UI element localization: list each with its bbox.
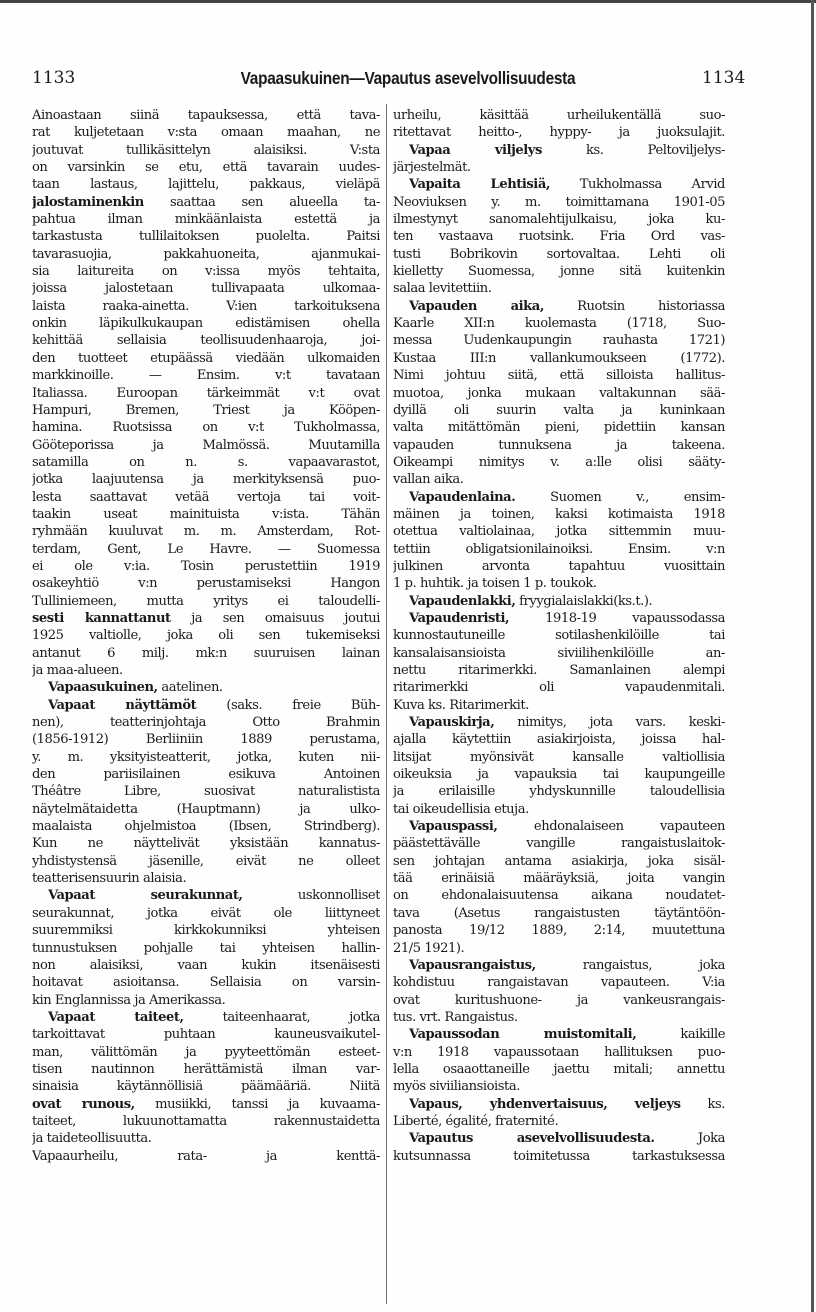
text-line: ilmestynyt sanomalehtijulkaisu, joka ku- bbox=[393, 212, 725, 228]
text-line: 1925 valtiolle, joka oli sen tukemiseksi bbox=[32, 628, 380, 644]
text-line: Vapauspassi, ehdonalaiseen vapauteen bbox=[409, 819, 725, 835]
text-line: ja maa-alueen. bbox=[32, 663, 123, 678]
text-line: on varsinkin se etu, että tavarain uudes- bbox=[32, 160, 380, 176]
running-title: Vapaasukuinen—Vapautus asevelvollisuudesta bbox=[240, 68, 576, 88]
text-line: myös siviiliansioista. bbox=[393, 1079, 520, 1095]
text-line: kohdistuu rangaistavan vapauteen. V:ia bbox=[393, 975, 725, 991]
text-line: tarkastusta tullilaitoksen puolelta. Paitsi bbox=[32, 229, 380, 245]
text-line: taakin useat mainituista v:ista. Tähän bbox=[32, 506, 380, 522]
text-line: ei ole v:ia. Tosin perustettiin 1919 bbox=[32, 558, 380, 574]
text-line: salaa levitettiin. bbox=[393, 281, 492, 297]
text-line: nettu ritarimerkki. Samanlainen alempi bbox=[393, 663, 725, 678]
text-line: ajalla käytettiin asiakirjoista, joissa hal- bbox=[393, 732, 725, 748]
text-line: terdam, Gent, Le Havre. — Suomessa bbox=[32, 541, 380, 557]
text-line: tettiin obligatsionilainoiksi. Ensim. v:n bbox=[393, 541, 725, 557]
text-line: tavarasuojia, pakkahuoneita, ajanmukai- bbox=[32, 246, 380, 262]
text-line: Neoviuksen y. m. toimittamana 1901-05 bbox=[393, 194, 725, 210]
text-line: tusti Bobrikovin sortovaltaa. Lehti oli bbox=[393, 246, 725, 262]
text-line: litsijat myönsivät kansalle valtiollisia bbox=[393, 749, 725, 765]
text-line: ja erilaisille yhdyskunnille taloudellisia bbox=[393, 784, 725, 800]
text-line: sen johtajan antama asiakirja, joka sisäl- bbox=[393, 853, 725, 869]
text-line: messa Uudenkaupungin rauhasta 1721) bbox=[393, 333, 725, 349]
text-line: Vapaudenlaina. Suomen v., ensim- bbox=[409, 489, 725, 505]
text-line: hoitavat asioitansa. Sellaisia on varsin- bbox=[32, 975, 380, 991]
column-divider bbox=[386, 104, 387, 1304]
text-line: tai oikeudellisia etuja. bbox=[393, 801, 529, 817]
top-border-line bbox=[0, 0, 816, 3]
text-line: Gööteporissa ja Malmössä. Muutamilla bbox=[32, 437, 380, 453]
right-border-line bbox=[811, 0, 814, 1312]
text-line: teatterisensuurin alaisia. bbox=[32, 871, 187, 887]
text-line: rat kuljetetaan v:sta omaan maahan, ne bbox=[32, 125, 380, 141]
text-line: non alaisiksi, vaan kukin itsenäisesti bbox=[32, 957, 380, 973]
text-line: seurakunnat, jotka eivät ole liittyneet bbox=[32, 905, 380, 921]
text-line: sinaisia käytännöllisiä päämääriä. Niitä bbox=[32, 1079, 380, 1095]
text-line: ja taideteollisuutta. bbox=[32, 1131, 152, 1147]
text-line: Vapauskirja, nimitys, jota vars. keski- bbox=[409, 715, 725, 731]
text-line: panosta 19/12 1889, 2:14, muutettuna bbox=[393, 923, 725, 939]
text-line: Vapaudenristi, 1918-19 vapaussodassa bbox=[409, 610, 725, 626]
text-line: Oikeampi nimitys v. a:lle olisi sääty- bbox=[393, 454, 725, 470]
text-line: päästettävälle vangille rangaistuslaitok- bbox=[393, 836, 725, 852]
text-line: ryhmään kuuluvat m. m. Amsterdam, Rot- bbox=[32, 524, 380, 540]
text-line: Nimi johtuu siitä, että silloista hallitus- bbox=[393, 368, 725, 384]
text-line: Kaarle XII:n kuolemasta (1718, Suo- bbox=[393, 316, 725, 332]
text-line: Vapaaurheilu, rata- ja kenttä- bbox=[32, 1148, 380, 1164]
text-line: Tulliniemeen, mutta yritys ei taloudelli- bbox=[32, 593, 380, 609]
text-line: Vapausrangaistus, rangaistus, joka bbox=[409, 957, 725, 973]
text-line: Vapaussodan muistomitali, kaikille bbox=[409, 1027, 725, 1043]
text-line: dyillä oli suurin valta ja kuninkaan bbox=[393, 402, 725, 418]
text-line: kielletty Suomessa, jonne sitä kuitenkin bbox=[393, 264, 725, 280]
text-line: vallan aika. bbox=[393, 472, 464, 488]
text-line: lella osaaottaneille jaettu mitali; annettu bbox=[393, 1061, 725, 1077]
text-line: Vapaasukuinen, aatelinen. bbox=[48, 680, 223, 696]
text-line: Liberté, égalité, fraternité. bbox=[393, 1113, 559, 1129]
text-line: v:n 1918 vapaussotaan hallituksen puo- bbox=[393, 1044, 725, 1060]
text-line: joissa jalostetaan tullivapaata ulkomaa- bbox=[32, 281, 380, 297]
text-line: ten vastaava ruotsink. Fria Ord vas- bbox=[393, 229, 725, 245]
text-line: Kuva ks. Ritarimerkit. bbox=[393, 697, 529, 713]
left-text-column bbox=[32, 107, 380, 1165]
text-line: taan lastaus, lajittelu, pakkaus, vieläpä bbox=[32, 177, 380, 193]
text-line: man, välittömän ja pyyteettömän esteet- bbox=[32, 1044, 380, 1060]
text-line: tava (Asetus rangaistusten täytäntöön- bbox=[393, 905, 725, 921]
text-line: maalaista ohjelmistoa (Ibsen, Strindberg). bbox=[32, 819, 380, 835]
text-line: laista raaka-ainetta. V:ien tarkoituksena bbox=[32, 298, 380, 314]
text-line: vapauden tunnuksena ja takeena. bbox=[393, 437, 725, 453]
text-line: Kustaa III:n vallankumoukseen (1772). bbox=[393, 350, 725, 366]
text-line: valta mitättömän pieni, pidettiin kansan bbox=[393, 420, 725, 436]
text-line: Hampuri, Bremen, Triest ja Kööpen- bbox=[32, 402, 380, 418]
text-line: ovat runous, musiikki, tanssi ja kuvaama- bbox=[32, 1096, 380, 1112]
text-line: tisen nautinnon herättämistä ilman var- bbox=[32, 1061, 380, 1077]
text-line: pahtua ilman minkäänlaista estettä ja bbox=[32, 212, 380, 228]
text-line: 1 p. huhtik. ja toisen 1 p. toukok. bbox=[393, 576, 597, 592]
right-text-column bbox=[393, 107, 725, 1165]
text-line: jalostaminenkin saattaa sen alueella ta- bbox=[32, 194, 380, 210]
text-line: ritettavat heitto-, hyppy- ja juoksulajit. bbox=[393, 125, 725, 141]
text-line: markkinoille. — Ensim. v:t tavataan bbox=[32, 368, 380, 384]
text-line: y. m. yksityisteatterit, jotka, kuten nii- bbox=[32, 749, 380, 765]
text-line: satamilla on n. s. vapaavarastot, bbox=[32, 454, 380, 470]
text-line: Vapautus asevelvollisuudesta. Joka bbox=[409, 1131, 725, 1147]
text-line: tunnustuksen pohjalle tai yhteisen hallin- bbox=[32, 940, 380, 956]
text-line: ritarimerkki oli vapaudenmitali. bbox=[393, 680, 725, 696]
text-line: Théâtre Libre, suosivat naturalistista bbox=[32, 784, 380, 800]
text-line: 21/5 1921). bbox=[393, 940, 465, 956]
text-line: kansalaisansioista siviilihenkilöille an- bbox=[393, 645, 725, 661]
text-line: antanut 6 milj. mk:n suuruisen lainan bbox=[32, 645, 380, 661]
text-line: kehittää sellaisia teollisuudenhaaroja, joi- bbox=[32, 333, 380, 349]
text-line: tarkoittavat puhtaan kauneusvaikutel- bbox=[32, 1027, 380, 1043]
text-line: Italiassa. Euroopan tärkeimmät v:t ovat bbox=[32, 385, 380, 401]
text-line: onkin läpikulkukaupan edistämisen ohella bbox=[32, 316, 380, 332]
text-line: (1856-1912) Berliiniin 1889 perustama, bbox=[32, 732, 380, 748]
text-line: Vapaus, yhdenvertaisuus, veljeys ks. bbox=[409, 1096, 725, 1112]
text-line: lesta saattavat vetää vertoja tai voit- bbox=[32, 489, 380, 505]
text-line: julkinen arvonta tapahtuu vuosittain bbox=[393, 558, 725, 574]
text-line: tää erinäisiä määräyksiä, joita vangin bbox=[393, 871, 725, 887]
text-line: otettua valtiolainaa, jotka sittemmin muu- bbox=[393, 524, 725, 540]
text-line: den tuotteet etupäässä viedään ulkomaiden bbox=[32, 350, 380, 366]
left-page-number: 1133 bbox=[32, 68, 76, 88]
text-line: sia laitureita on v:issa myös tehtaita, bbox=[32, 264, 380, 280]
text-line: Vapaat taiteet, taiteenhaarat, jotka bbox=[48, 1009, 380, 1025]
text-line: kin Englannissa ja Amerikassa. bbox=[32, 992, 226, 1008]
text-line: Vapaat näyttämöt (saks. freie Büh- bbox=[48, 697, 380, 713]
text-line: taiteet, lukuunottamatta rakennustaidetta bbox=[32, 1113, 380, 1129]
text-line: oikeuksia ja vapauksia tai kaupungeille bbox=[393, 767, 725, 783]
text-line: sesti kannattanut ja sen omaisuus joutui bbox=[32, 610, 380, 626]
text-line: osakeyhtiö v:n perustamiseksi Hangon bbox=[32, 576, 380, 592]
text-line: suuremmiksi kirkkokunniksi yhteisen bbox=[32, 923, 380, 939]
text-line: Vapaudenlakki, fryygialaislakki(ks.t.). bbox=[409, 593, 653, 609]
text-line: Vapaat seurakunnat, uskonnolliset bbox=[48, 888, 380, 904]
text-line: nen), teatterinjohtaja Otto Brahmin bbox=[32, 715, 380, 731]
text-line: Vapauden aika, Ruotsin historiassa bbox=[409, 298, 725, 314]
right-page-number: 1134 bbox=[702, 68, 746, 88]
text-line: jotka laajuutensa ja merkityksensä puo- bbox=[32, 472, 380, 488]
text-line: Vapaa viljelys ks. Peltoviljelys- bbox=[409, 142, 725, 158]
text-line: tus. vrt. Rangaistus. bbox=[393, 1009, 518, 1025]
text-line: kutsunnassa toimitetussa tarkastuksessa bbox=[393, 1148, 725, 1164]
text-line: yhdistystensä jäsenille, eivät ne olleet bbox=[32, 853, 380, 869]
text-line: urheilu, käsittää urheilukentällä suo- bbox=[393, 108, 725, 123]
text-line: hamina. Ruotsissa on v:t Tukholmassa, bbox=[32, 420, 380, 436]
text-line: Vapaita Lehtisiä, Tukholmassa Arvid bbox=[409, 177, 725, 193]
text-line: den pariisilainen esikuva Antoinen bbox=[32, 767, 380, 783]
text-line: mäinen ja toinen, kaksi kotimaista 1918 bbox=[393, 506, 725, 522]
text-line: kunnostautuneille sotilashenkilöille tai bbox=[393, 628, 725, 644]
text-line: on ehdonalaisuutensa aikana noudatet- bbox=[393, 888, 725, 904]
text-line: ovat kuritushuone- ja vankeusrangais- bbox=[393, 992, 725, 1008]
text-line: järjestelmät. bbox=[393, 160, 471, 176]
page-header bbox=[0, 68, 816, 98]
text-line: Kun ne näyttelivät yksistään kannatus- bbox=[32, 836, 380, 852]
text-line: Ainoastaan siinä tapauksessa, että tava- bbox=[32, 108, 380, 123]
text-line: joutuvat tullikäsittelyn alaisiksi. V:sta bbox=[32, 142, 380, 158]
text-line: muotoa, jonka mukaan valtakunnan sää- bbox=[393, 385, 725, 401]
text-line: näytelmätaidetta (Hauptmann) ja ulko- bbox=[32, 801, 380, 817]
